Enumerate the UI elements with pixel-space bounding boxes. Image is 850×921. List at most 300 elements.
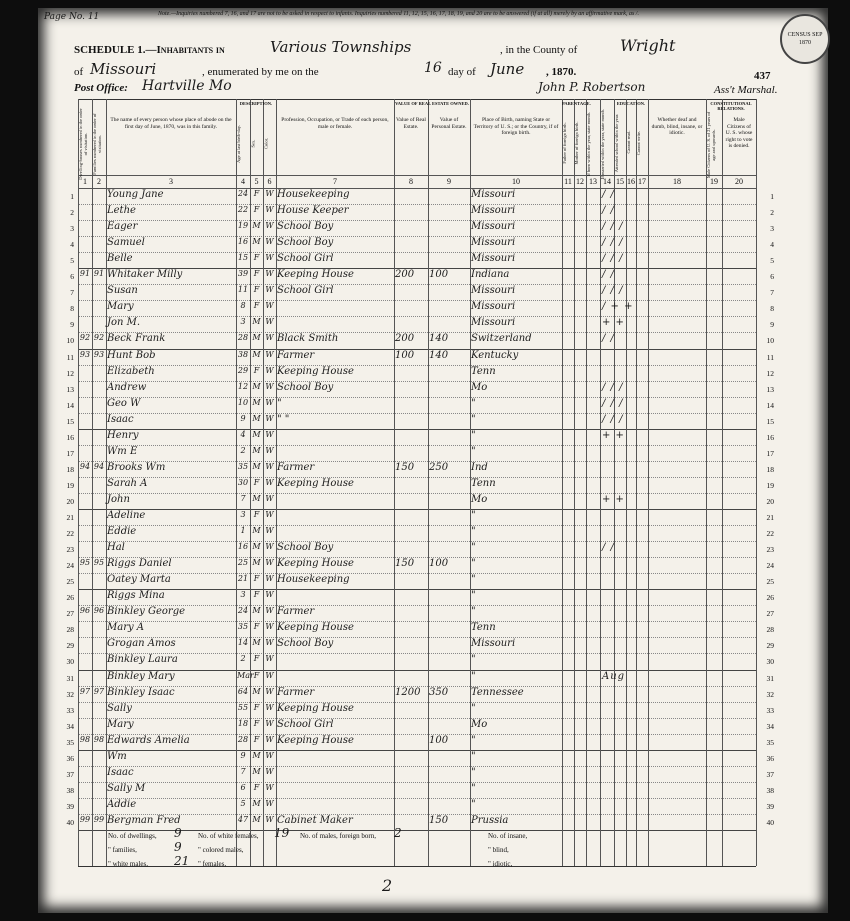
row-number-left: 23: [66, 545, 74, 555]
enumeration-day: 16: [424, 60, 442, 76]
colored-males-label: " colored males,: [198, 846, 244, 854]
row-number-right: 32: [766, 689, 774, 699]
row-number-left: 33: [66, 705, 74, 715]
person-sex: M: [252, 349, 261, 359]
person-color: W: [265, 493, 274, 503]
row-number-right: 21: [766, 513, 774, 522]
personal-estate-value: 140: [429, 349, 449, 361]
white-males-label: " white males,: [108, 860, 148, 868]
row-number-right: 8: [770, 304, 774, 314]
real-estate-value: 100: [395, 349, 415, 361]
personal-estate-value: 100: [429, 558, 449, 570]
person-color: W: [265, 638, 274, 648]
person-name: Brooks Wm: [107, 461, 166, 473]
place-of-birth: Indiana: [471, 269, 510, 281]
person-name: Susan: [107, 285, 138, 297]
row-number-left: 29: [66, 641, 74, 651]
education-marks: / /: [602, 205, 615, 217]
person-age: 39: [237, 269, 249, 279]
column-number: 2: [97, 177, 101, 186]
row-number-right: 40: [766, 817, 774, 827]
person-color: W: [265, 477, 274, 487]
column-rule: [78, 99, 79, 866]
education-marks: / /: [602, 269, 615, 281]
column-header: Place of Birth, naming State or Territory of U. S.; or the Country, if of foreign birth.: [473, 117, 559, 136]
person-age: 19: [237, 221, 249, 231]
person-occupation: School Boy: [277, 381, 334, 393]
person-color: W: [265, 510, 274, 519]
person-name: Binkley George: [107, 606, 186, 618]
person-color: W: [265, 333, 274, 343]
person-sex: F: [253, 189, 260, 198]
person-name: Samuel: [107, 237, 145, 249]
row-number-right: 1: [770, 192, 774, 201]
column-header: Cannot write.: [636, 130, 641, 156]
person-color: W: [265, 317, 274, 327]
person-color: W: [265, 269, 274, 279]
person-sex: F: [253, 734, 260, 744]
row-number-left: 18: [66, 464, 74, 474]
family-number: 91: [93, 269, 105, 279]
dwelling-number: 92: [79, 333, 91, 343]
person-name: Jon M.: [107, 317, 141, 329]
person-name: Eager: [107, 221, 138, 233]
person-age: 9: [240, 750, 246, 760]
person-sex: M: [252, 558, 261, 568]
column-rule: [600, 99, 601, 866]
place-of-birth: ": [471, 445, 476, 457]
white-females-count: 19: [274, 826, 290, 840]
person-name: Lethe: [107, 205, 136, 217]
person-name: Elizabeth: [107, 365, 155, 377]
person-color: W: [265, 461, 274, 471]
parentage-group-header: PARENTAGE.: [562, 101, 591, 106]
education-marks: + +: [602, 317, 625, 329]
place-of-birth: Tenn: [471, 477, 496, 489]
place-of-birth: Mo: [471, 718, 488, 730]
person-sex: M: [252, 333, 261, 343]
person-sex: F: [253, 590, 260, 600]
person-color: W: [265, 718, 274, 728]
row-number-left: 8: [70, 304, 74, 314]
person-name: Binkley Laura: [107, 654, 178, 666]
person-occupation: School Boy: [277, 221, 334, 233]
family-number: 92: [93, 333, 105, 343]
row-number-left: 25: [66, 577, 74, 587]
person-name: Geo W: [107, 397, 141, 409]
column-rule: [706, 99, 707, 866]
family-number: 97: [93, 686, 105, 696]
place-of-birth: Missouri: [471, 638, 516, 650]
row-number-left: 4: [70, 240, 74, 250]
person-name: Sally: [107, 702, 132, 714]
person-name: Beck Frank: [107, 333, 166, 345]
person-sex: M: [252, 445, 261, 455]
column-rule: [722, 99, 723, 866]
person-name: Grogan Amos: [107, 638, 176, 650]
column-number: 16: [627, 177, 635, 186]
row-number-right: 20: [766, 496, 774, 506]
person-name: Sarah A: [107, 477, 148, 489]
place-of-birth: ": [471, 782, 476, 794]
person-sex: M: [252, 814, 261, 824]
place-of-birth: Ind: [471, 461, 488, 473]
person-sex: F: [253, 718, 260, 728]
row-number-left: 27: [66, 609, 74, 619]
column-header: Dwelling-houses numbered in the order of visitation.: [78, 108, 88, 180]
person-name: Mary: [107, 718, 134, 730]
place-of-birth: ": [471, 542, 476, 554]
column-header: Male Citizens of U. S. whose right to vote is denied.: [725, 117, 753, 149]
place-of-birth: ": [471, 397, 476, 409]
education-marks: + +: [602, 493, 625, 505]
person-name: Adeline: [107, 510, 146, 521]
person-age: 28: [237, 734, 249, 744]
row-number-left: 32: [66, 689, 74, 699]
header-note: Note.—Inquiries numbered 7, 16, and 17 are not to be asked in respect to infants. Inquiries numbered 11, 12, 15, 16, 17, 18, 19, and 20 are to be answered (if at all) merely by an affirmative mark, as /.: [158, 11, 639, 17]
person-color: W: [265, 750, 274, 760]
person-color: W: [265, 782, 274, 792]
place-of-birth: ": [471, 750, 476, 762]
row-number-right: 31: [766, 673, 774, 683]
row-number-right: 29: [766, 641, 774, 651]
person-occupation: Keeping House: [277, 734, 354, 746]
row-number-left: 31: [66, 673, 74, 683]
white-females-label: No. of white females,: [198, 832, 259, 840]
person-age: 3: [240, 510, 246, 519]
column-number: 13: [589, 177, 597, 186]
person-age: 9: [240, 413, 246, 423]
state: Missouri: [90, 60, 157, 78]
row-number-left: 39: [66, 801, 74, 811]
person-age: 55: [237, 702, 249, 712]
person-occupation: Keeping House: [277, 477, 354, 489]
dwelling-number: 97: [79, 686, 91, 696]
person-sex: M: [252, 686, 261, 696]
column-header: Attended school within the year.: [614, 113, 619, 173]
row-number-left: 35: [66, 737, 74, 747]
person-color: W: [265, 686, 274, 696]
person-name: Mary: [107, 301, 134, 313]
row-number-right: 22: [766, 529, 774, 539]
marshal-label: Ass't Marshal.: [714, 84, 778, 96]
person-color: W: [265, 365, 274, 375]
place-of-birth: ": [471, 798, 476, 810]
column-number: 8: [409, 177, 413, 186]
person-color: W: [265, 349, 274, 359]
personal-estate-value: 350: [429, 686, 449, 698]
row-number-left: 17: [66, 448, 74, 458]
place-of-birth: ": [471, 526, 476, 538]
enumeration-year: , 1870.: [546, 66, 577, 78]
place-of-birth: Tenn: [471, 622, 496, 634]
person-name: Edwards Amelia: [107, 734, 190, 746]
row-number-left: 1: [70, 192, 74, 201]
county: Wright: [620, 36, 676, 55]
person-age: 7: [240, 766, 246, 776]
place-of-birth: Switzerland: [471, 333, 532, 345]
column-header: Male Citizens of U. S. of 21 years of age and upwards.: [706, 111, 716, 179]
person-occupation: School Boy: [277, 237, 334, 249]
person-color: W: [265, 574, 274, 584]
row-number-right: 12: [766, 368, 774, 378]
person-name: Wm: [107, 750, 127, 762]
person-sex: M: [252, 638, 261, 648]
column-rule: [394, 99, 395, 866]
column-number: 1: [83, 177, 87, 186]
person-age: 16: [237, 542, 249, 552]
person-color: W: [265, 413, 274, 423]
person-color: W: [265, 397, 274, 407]
person-color: W: [265, 814, 274, 824]
person-sex: F: [253, 253, 260, 263]
person-sex: M: [252, 397, 261, 407]
column-number: 19: [710, 177, 718, 186]
education-marks: + +: [602, 429, 625, 441]
personal-estate-value: 150: [429, 814, 449, 826]
person-name: Isaac: [107, 766, 134, 778]
person-color: W: [265, 221, 274, 231]
person-color: W: [265, 766, 274, 776]
person-color: W: [265, 558, 274, 568]
person-age: 12: [237, 381, 249, 391]
page-label: Page No. 11: [44, 12, 100, 22]
row-number-left: 9: [70, 320, 74, 330]
person-name: Binkley Isaac: [107, 686, 175, 698]
person-name: Hal: [107, 542, 125, 554]
person-sex: M: [252, 221, 261, 231]
education-marks: / /: [602, 189, 615, 200]
place-of-birth: Prussia: [471, 814, 509, 826]
township: Various Townships: [270, 38, 412, 56]
place-of-birth: ": [471, 654, 476, 666]
dwelling-number: 96: [79, 606, 91, 616]
row-number-right: 2: [770, 208, 774, 218]
row-number-left: 3: [70, 224, 74, 234]
row-number-right: 17: [766, 448, 774, 458]
person-age: 29: [237, 365, 249, 375]
person-age: 8: [240, 301, 246, 311]
real-estate-value: 150: [395, 461, 415, 473]
person-color: W: [265, 734, 274, 744]
person-age: 38: [237, 349, 249, 359]
column-rule: [586, 99, 587, 866]
column-rule: [92, 99, 93, 866]
person-sex: F: [253, 574, 260, 584]
place-of-birth: Mo: [471, 493, 488, 505]
person-age: 35: [237, 622, 249, 632]
person-sex: F: [253, 477, 260, 487]
person-color: W: [265, 205, 274, 215]
person-occupation: ": [277, 397, 282, 409]
education-marks: / /: [602, 542, 615, 554]
person-sex: F: [253, 205, 260, 215]
person-sex: F: [253, 654, 260, 664]
real-estate-value: 1200: [395, 686, 421, 698]
marshal-signature: John P. Robertson: [538, 80, 646, 94]
education-group-header: EDUCATION.: [616, 101, 646, 106]
row-number-left: 15: [66, 416, 74, 426]
enumeration-month: June: [490, 60, 525, 78]
row-number-left: 36: [66, 753, 74, 763]
person-age: 22: [237, 205, 249, 215]
row-number-right: 37: [766, 769, 774, 779]
blind-label: " blind,: [488, 846, 509, 854]
row-number-right: 16: [766, 432, 774, 442]
person-occupation: Farmer: [277, 461, 315, 473]
row-number-right: 36: [766, 753, 774, 763]
row-number-right: 26: [766, 593, 774, 603]
column-header: Value of Personal Estate.: [431, 117, 467, 130]
row-number-left: 28: [66, 625, 74, 635]
row-number-right: 33: [766, 705, 774, 715]
row-number-right: 39: [766, 801, 774, 811]
person-age: 11: [237, 285, 249, 295]
row-number-right: 10: [766, 336, 774, 346]
person-occupation: Farmer: [277, 606, 315, 618]
schedule-title: SCHEDULE 1.—Inhabitants in: [74, 44, 225, 56]
personal-estate-value: 250: [429, 461, 449, 473]
family-number: 93: [93, 349, 105, 359]
education-marks: / / /: [602, 397, 624, 409]
row-number-left: 30: [66, 657, 74, 667]
idiotic-label: " idiotic,: [488, 860, 513, 868]
place-of-birth: Missouri: [471, 301, 516, 313]
person-occupation: School Girl: [277, 253, 334, 265]
person-name: Binkley Mary: [107, 670, 175, 682]
column-header: Whether deaf and dumb, blind, insane, or idiotic.: [651, 117, 703, 136]
row-number-right: 35: [766, 737, 774, 747]
row-number-right: 4: [770, 240, 774, 250]
row-number-left: 14: [66, 400, 74, 410]
place-of-birth: ": [471, 606, 476, 618]
person-name: Andrew: [107, 381, 147, 393]
education-marks: / / /: [602, 381, 624, 393]
real-estate-value: 150: [395, 558, 415, 570]
person-occupation: Housekeeping: [277, 189, 350, 200]
row-number-right: 18: [766, 464, 774, 474]
education-marks: / / /: [602, 221, 624, 233]
row-number-left: 34: [66, 721, 74, 731]
person-age: 28: [237, 333, 249, 343]
person-occupation: School Girl: [277, 285, 334, 297]
row-number-right: 24: [766, 561, 774, 571]
education-marks: / + +: [602, 301, 634, 313]
place-of-birth: ": [471, 510, 476, 521]
row-number-right: 19: [766, 480, 774, 490]
column-number: 10: [512, 177, 520, 186]
person-age: 18: [237, 718, 249, 728]
row-number-right: 38: [766, 785, 774, 795]
education-marks: / / /: [602, 413, 624, 425]
person-age: 24: [237, 189, 249, 198]
family-number: 99: [93, 814, 105, 824]
person-age: 2: [240, 445, 246, 455]
place-of-birth: Missouri: [471, 189, 516, 200]
dwelling-number: 94: [79, 461, 91, 471]
person-name: Sally M: [107, 782, 146, 794]
place-of-birth: ": [471, 574, 476, 586]
column-rule: [574, 99, 575, 866]
person-name: Eddie: [107, 526, 137, 538]
person-name: Riggs Daniel: [107, 558, 172, 570]
person-age: 6: [240, 782, 246, 792]
place-of-birth: Missouri: [471, 317, 516, 329]
person-color: W: [265, 189, 274, 198]
column-header: Father of foreign birth.: [562, 122, 567, 164]
page-mark: 2: [382, 876, 393, 895]
row-number-right: 34: [766, 721, 774, 731]
education-marks: / /: [602, 333, 615, 345]
person-color: W: [265, 381, 274, 391]
person-color: W: [265, 237, 274, 247]
column-header: The name of every person whose place of abode on the first day of June, 1870, was in this family.: [110, 117, 232, 130]
column-number: 11: [564, 177, 572, 186]
census-stamp: CENSUS SEP 1870: [780, 14, 830, 64]
person-color: W: [265, 301, 274, 311]
person-color: W: [265, 285, 274, 295]
place-of-birth: ": [471, 413, 476, 425]
white-males-count: 21: [174, 854, 190, 868]
row-number-right: 9: [770, 320, 774, 330]
real-estate-value: 200: [395, 269, 415, 281]
row-number-left: 5: [70, 256, 74, 266]
row-number-left: 10: [66, 336, 74, 346]
insane-label: No. of insane,: [488, 832, 528, 840]
state-of-label: of: [74, 66, 84, 78]
row-number-left: 6: [70, 272, 74, 282]
person-age: 30: [237, 477, 249, 487]
post-office: Hartville Mo: [142, 78, 232, 94]
row-number-right: 3: [770, 224, 774, 234]
person-age: Mar: [237, 670, 254, 680]
row-number-right: 27: [766, 609, 774, 619]
place-of-birth: ": [471, 429, 476, 441]
column-rule: [648, 99, 649, 866]
person-name: Hunt Bob: [107, 349, 156, 361]
column-number: 5: [254, 177, 259, 186]
person-sex: M: [252, 798, 261, 808]
person-occupation: Keeping House: [277, 622, 354, 634]
person-occupation: Cabinet Maker: [277, 814, 353, 826]
person-occupation: School Girl: [277, 718, 334, 730]
day-of-label: day of: [448, 66, 476, 78]
family-number: 95: [93, 558, 105, 568]
row-number-left: 11: [66, 352, 74, 362]
place-of-birth: Mo: [471, 381, 488, 393]
place-of-birth: ": [471, 734, 476, 746]
person-name: Oatey Marta: [107, 574, 171, 586]
person-color: W: [265, 445, 274, 455]
row-number-right: 30: [766, 657, 774, 667]
person-occupation: Keeping House: [277, 365, 354, 377]
row-number-left: 12: [66, 368, 74, 378]
column-header: If born within the year, state month.: [586, 111, 591, 177]
row-number-left: 38: [66, 785, 74, 795]
person-name: Riggs Mina: [107, 590, 165, 602]
dwelling-number: 91: [79, 269, 91, 279]
column-rule: [562, 99, 563, 866]
person-sex: M: [252, 493, 261, 503]
real-estate-value: 200: [395, 333, 415, 345]
person-color: W: [265, 654, 274, 664]
person-name: Wm E: [107, 445, 138, 457]
person-age: 3: [240, 317, 246, 327]
column-header: If married within the year, state month.: [600, 108, 605, 180]
families-count: 9: [174, 840, 182, 854]
person-sex: F: [253, 702, 260, 712]
column-number: 3: [169, 177, 173, 186]
